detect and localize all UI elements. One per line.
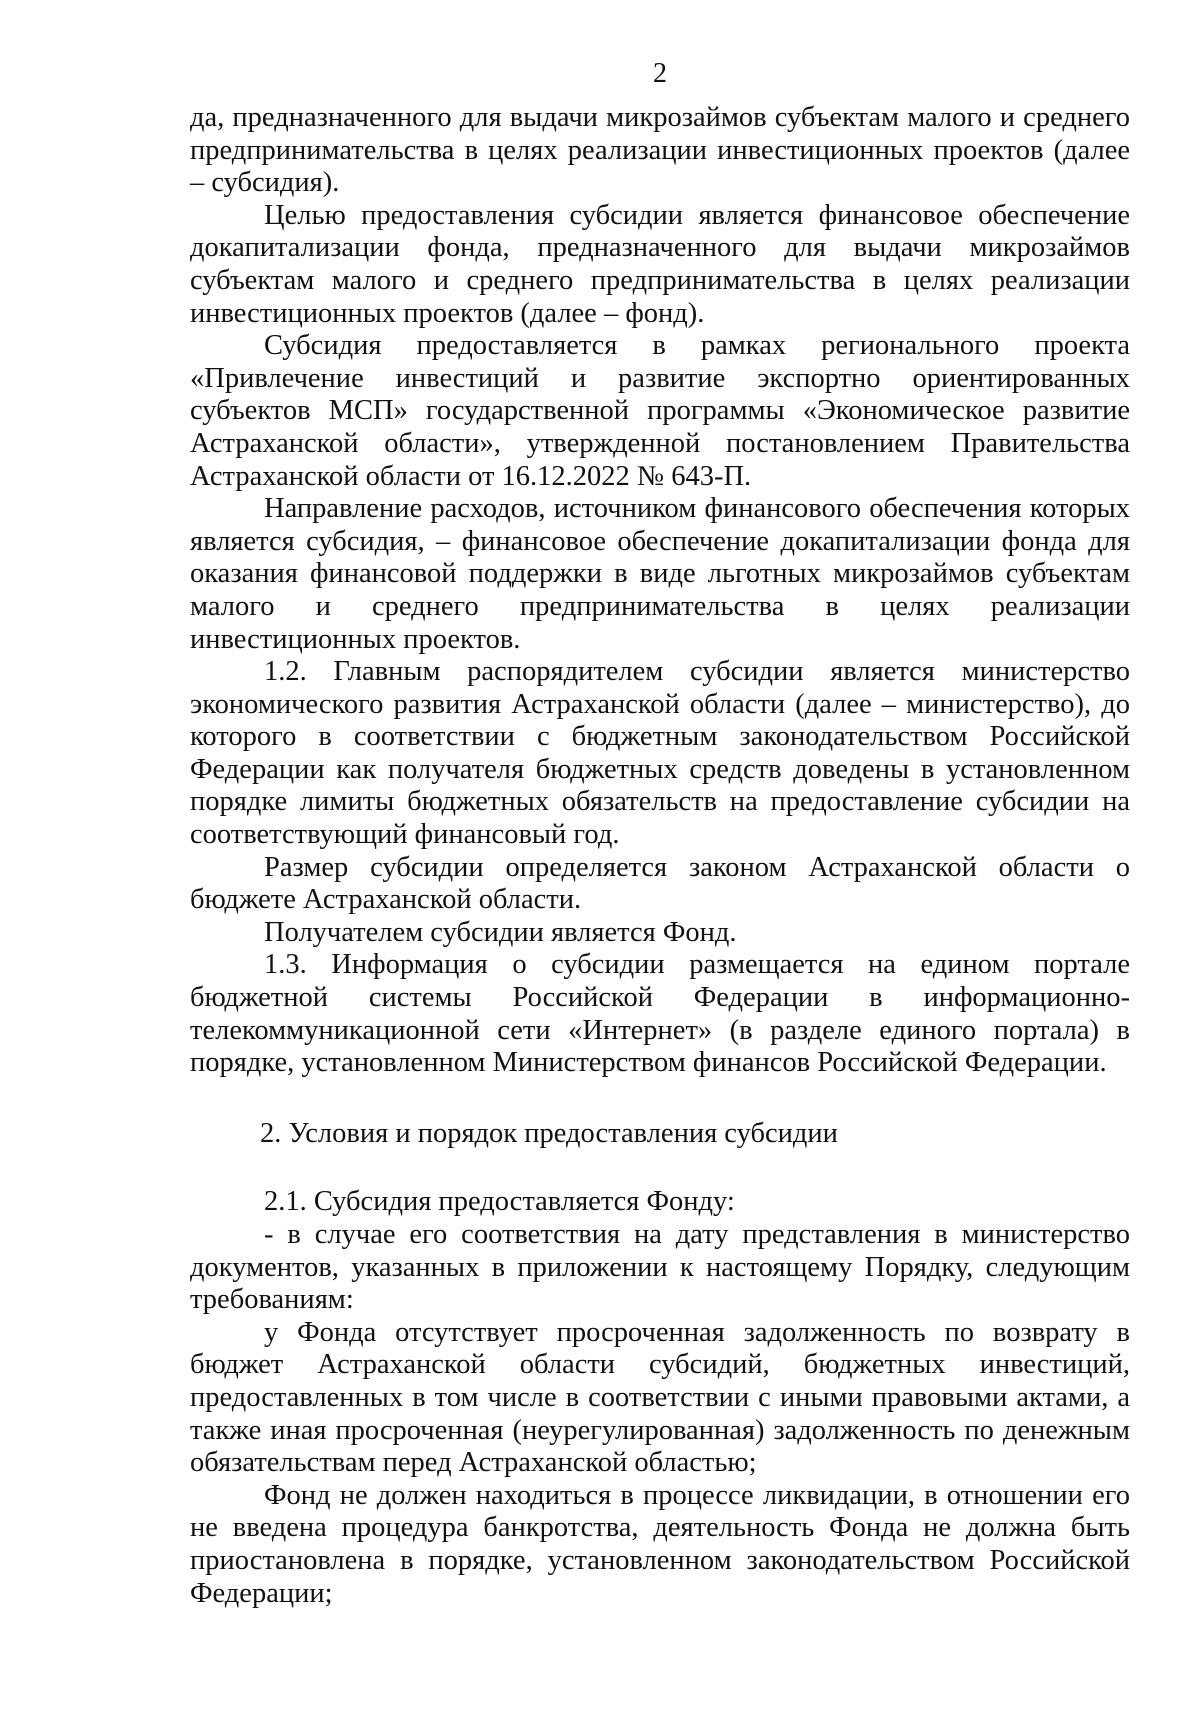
page-number: 2 — [653, 58, 667, 89]
paragraph-1-3-information: 1.3. Информация о субсидии размещается на едином портале бюджетной системы Российской Федерации в информационно-телекоммуникационной сети «Интернет» (в разделе единого портала) в порядке, установленном Министерством финансов Российской Федерации. — [190, 949, 1130, 1079]
section-2-heading: 2. Условия и порядок предоставления субсидии — [260, 1117, 838, 1149]
paragraph-expense-direction: Направление расходов, источником финансового обеспечения которых является субсидия, – финансовое обеспечение докапитализации фонда для оказания финансовой поддержки в виде льготных микрозаймов субъектам малого и среднего предпринимательства в целях реализации инвестиционных проектов. — [190, 493, 1130, 655]
paragraph-no-debt-requirement: у Фонда отсутствует просроченная задолженность по возврату в бюджет Астраханской области субсидий, бюджетных инвестиций, предоставленных в том числе в соответствии с иными правовыми актами, а также иная просроченная (неурегулированная) задолженность по денежным обязательствам перед Астраханской областью; — [190, 1316, 1130, 1479]
paragraph-requirements-intro: - в случае его соответствия на дату представления в министерство документов, указанных в приложении к настоящему Порядку, следующим требованиям: — [190, 1219, 1130, 1316]
paragraph-2-1: 2.1. Субсидия предоставляется Фонду: — [264, 1186, 735, 1218]
paragraph-purpose: Целью предоставления субсидии является финансовое обеспечение докапитализации фонда, предназначенного для выдачи микрозаймов субъектам малого и среднего предпринимательства в целях реализации инвестиционных проектов (далее – фонд). — [190, 199, 1130, 329]
paragraph-regional-project: Субсидия предоставляется в рамках регионального проекта «Привлечение инвестиций и развитие экспортно ориентированных субъектов МСП» государственной программы «Экономическое развитие Астраханской области», утвержденной постановлением Правительства Астраханской области от 16.12.2022 № 643-П. — [190, 330, 1130, 492]
paragraph-recipient: Получателем субсидии является Фонд. — [264, 916, 737, 948]
paragraph-subsidy-amount: Размер субсидии определяется законом Астраханской области о бюджете Астраханской области. — [190, 851, 1130, 916]
paragraph-no-liquidation-requirement: Фонд не должен находиться в процессе ликвидации, в отношении его не введена процедура банкротства, деятельность Фонда не должна быть приостановлена в порядке, установленном законодательством Российской Федерации; — [190, 1479, 1130, 1609]
paragraph-1-2-main-administrator: 1.2. Главным распорядителем субсидии является министерство экономического развития Астраханской области (далее – министерство), до которого в соответствии с бюджетным законодательством Российской Федерации как получателя бюджетных средств доведены в установленном порядке лимиты бюджетных обязательств на предоставление субсидии на соответствующий финансовый год. — [190, 656, 1130, 851]
document-body — [190, 102, 1130, 1610]
paragraph-continuation: да, предназначенного для выдачи микрозаймов субъектам малого и среднего предпринимательства в целях реализации инвестиционных проектов (далее – субсидия). — [190, 102, 1130, 199]
